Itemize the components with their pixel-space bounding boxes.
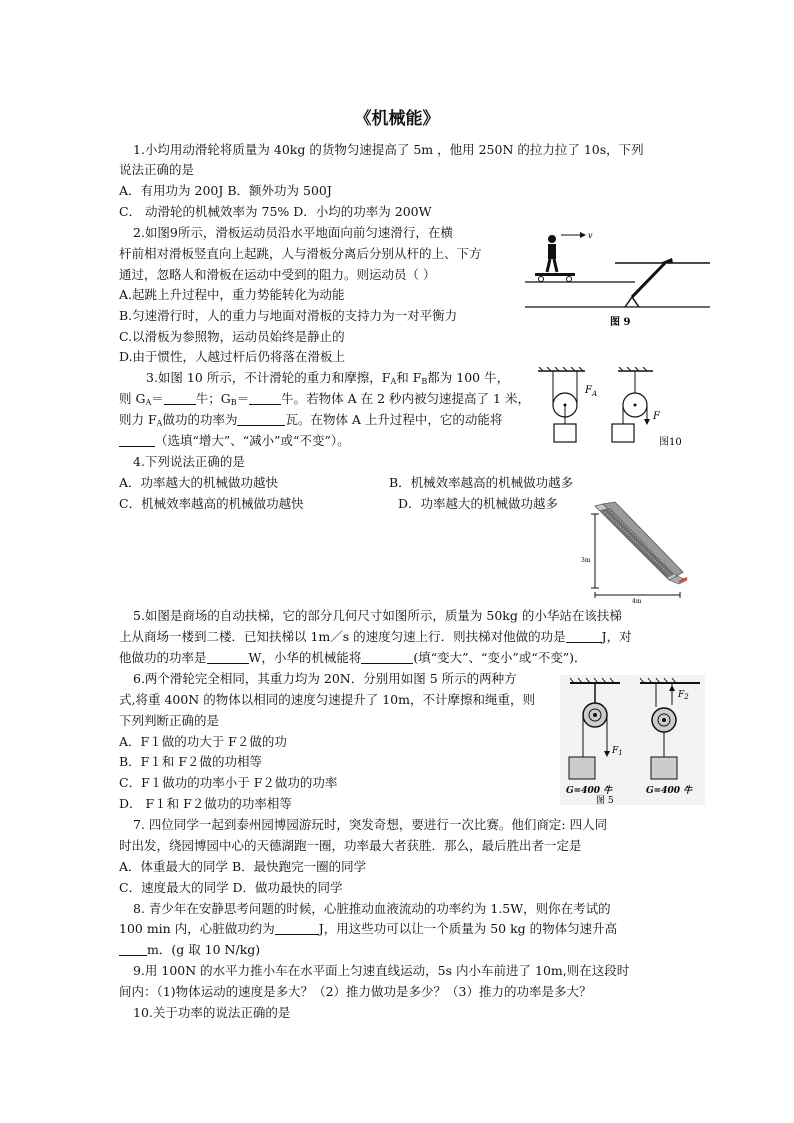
- q4-option-d: D．功率越大的机械做功越多: [398, 496, 559, 511]
- q2-option-a: A.起跳上升过程中，重力势能转化为动能: [119, 287, 345, 302]
- q6-stem-line2: 式,将重 400N 的物体以相同的速度匀速提升了 10m，不计摩擦和绳重，则: [119, 692, 535, 707]
- q9-stem-line1: 9.用 100N 的水平力推小车在水平面上匀速直线运动，5s 内小车前进了 10m,则在这段时: [133, 963, 630, 978]
- figure-10-fa-label: $F_A$: [585, 385, 598, 398]
- q4-option-a: A．功率越大的机械做功越快: [119, 475, 279, 490]
- q9-stem-line2: 间内：（1)物体运动的速度是多大？（2）推力做功是多少？（3）推力的功率是多大？: [119, 984, 592, 999]
- q2-option-d: D.由于惯性，人越过杆后仍将落在滑板上: [119, 349, 346, 364]
- q7-stem-line2: 时出发，绕园博园中心的天德湖跑一圈，功率最大者获胜．那么，最后胜出者一定是: [119, 838, 582, 853]
- q6-option-d: D． F１和 F２做功的功率相等: [119, 796, 292, 811]
- q6-stem-line1: 6.两个滑轮完全相同，其重力均为 20N．分别用如图 5 所示的两种方: [133, 671, 517, 686]
- figure-10-f-label: F: [653, 411, 660, 422]
- q1-stem-line2: 说法正确的是: [119, 162, 195, 177]
- q5-stem-line2: 上从商场一楼到二楼．已知扶梯以 1m／s 的速度匀速上行．则扶梯对他做的功是 J，对: [119, 629, 632, 644]
- figure-5-caption: 图 5: [596, 796, 614, 805]
- q2-stem-line1: 2.如图9所示，滑板运动员沿水平地面向前匀速滑行，在横: [133, 225, 453, 240]
- q8-stem-line2: 100 min 内，心脏做功约为 J，用这些功可以让一个质量为 50 kg 的物体匀速升高: [119, 921, 618, 936]
- q10-stem: 10.关于功率的说法正确的是: [133, 1005, 291, 1020]
- answer-blank-mech-energy[interactable]: [361, 650, 413, 664]
- answer-blank-work[interactable]: [566, 629, 602, 643]
- q7-options-ab: A．体重最大的同学 B．最快跑完一圈的同学: [119, 859, 367, 874]
- figure-9-skateboard: [525, 225, 715, 335]
- figure-5-f2-label: $F_2$: [678, 690, 689, 701]
- q2-option-b: B.匀速滑行时，人的重力与地面对滑板的支持力为一对平衡力: [119, 308, 458, 323]
- q1-stem-line1: 1.小均用动滑轮将质量为 40kg 的货物匀速提高了 5m ，他用 250N 的拉力拉了 10s，下列: [133, 142, 644, 157]
- q2-option-c: C.以滑板为参照物，运动员始终是静止的: [119, 329, 345, 344]
- q3-stem-line1: 3.如图 10 所示，不计滑轮的重力和摩擦，$F_A$和 $F_B$都为 100 牛，: [146, 370, 510, 386]
- q6-option-c: C．F１做功的功率小于 F２做功的功率: [119, 775, 338, 790]
- q5-stem-line3: 他做功的功率是 W，小华的机械能将 (填“变大”、“变小”或“不变”)．: [119, 650, 587, 665]
- q7-options-cd: C．速度最大的同学 D．做功最快的同学: [119, 880, 343, 895]
- escalator-height-label: 3m: [581, 557, 591, 564]
- answer-blank-gb[interactable]: [249, 391, 281, 405]
- escalator-width-label: 4m: [632, 598, 642, 605]
- page-title: 《机械能》: [354, 109, 440, 129]
- answer-blank-heart-work[interactable]: [275, 921, 319, 935]
- figure-10-caption: 图10: [659, 437, 682, 448]
- q5-stem-line1: 5.如图是商场的自动扶梯，它的部分几何尺寸如图所示，质量为 50kg 的小华站在该扶梯: [133, 608, 622, 623]
- q8-stem-line3: m．(g 取 10 N/kg): [119, 940, 260, 960]
- figure-10-pulleys: [535, 367, 695, 449]
- q4-option-b: B．机械效率越高的机械做功越多: [389, 475, 574, 490]
- answer-blank-power[interactable]: [237, 412, 285, 426]
- q7-stem-line1: 7. 四位同学一起到泰州园博园游玩时，突发奇想，要进行一次比赛。他们商定: 四人同: [133, 817, 608, 832]
- q1-options-cd: C． 动滑轮的机械效率为 75% D．小均的功率为 200W: [119, 204, 432, 219]
- answer-blank-ga[interactable]: [164, 391, 196, 405]
- q4-option-c: C．机械效率越高的机械做功越快: [119, 496, 304, 511]
- q3-stem-line2: 则 $G_A=$ 牛；$G_B=$ 牛。若物体 A 在 2 秒内被匀速提高了 1 米，: [119, 391, 530, 407]
- q6-option-a: A．F１做的功大于 F２做的功: [119, 734, 287, 749]
- q2-stem-line2: 杆前相对滑板竖直向上起跳，人与滑板分离后分别从杆的上、下方: [119, 246, 482, 261]
- q2-stem-line3: 通过，忽略人和滑板在运动中受到的阻力。则运动员（ ）: [119, 267, 436, 282]
- figure-5-g-left: G=400 牛: [566, 786, 613, 796]
- figure-5-g-right: G=400 牛: [646, 786, 693, 796]
- q3-stem-line3: 则力 $F_A$做功的功率为 瓦。在物体 A 上升过程中，它的动能将: [119, 412, 503, 428]
- answer-blank-height[interactable]: [119, 942, 147, 956]
- figure-5-f1-label: $F_1$: [612, 746, 623, 757]
- q8-stem-line1: 8. 青少年在安静思考问题的时候，心脏推动血液流动的功率约为 1.5W，则你在考试的: [133, 901, 611, 916]
- q6-stem-line3: 下列判断正确的是: [119, 713, 220, 728]
- answer-blank-kinetic[interactable]: [119, 433, 155, 447]
- q6-option-b: B．F１和 F２做的功相等: [119, 754, 263, 769]
- q1-options-ab: A．有用功为 200J B．额外功为 500J: [119, 183, 332, 198]
- figure-escalator: [575, 500, 695, 605]
- q4-stem: 4.下列说法正确的是: [133, 454, 245, 469]
- figure-9-v-label: v: [588, 231, 593, 240]
- figure-5-pulleys: [560, 675, 705, 805]
- q3-stem-line4: （选填“增大”、“减小”或“不变”）。: [119, 431, 350, 451]
- answer-blank-power2[interactable]: [207, 650, 249, 664]
- figure-9-caption: 图 9: [610, 317, 631, 328]
